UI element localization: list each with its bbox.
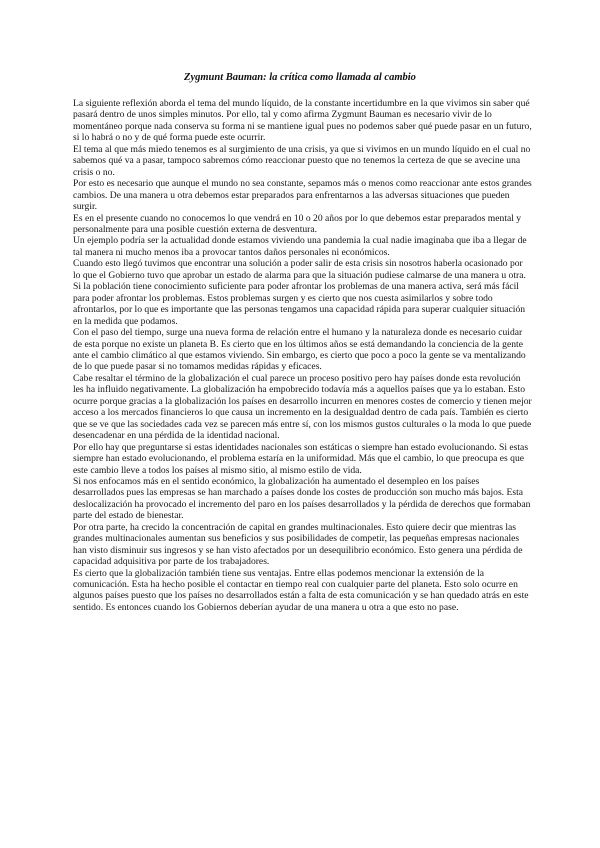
paragraph: Es en el presente cuando no conocemos lo que vendrá en 10 o 20 años por lo que debemos estar preparados mental y personalmente para una posible cuestión externa de desventura. — [73, 212, 522, 235]
paragraph: Un ejemplo podría ser la actualidad donde estamos viviendo una pandemia la cual nadie imaginaba que iba a llegar de tal manera ni mucho menos iba a provocar tantos daños personales ni económicos. — [73, 235, 527, 258]
paragraph: El tema al que más miedo tenemos es al surgimiento de una crisis, ya que si vivimos en un mundo líquido en el cual no sabemos qué va a pasar, tampoco sabremos cómo reaccionar puesto que no tenemos la certeza de que se avecine una crisis o no. — [73, 143, 531, 178]
document-body — [73, 98, 532, 613]
paragraph: Si la población tiene conocimiento suficiente para poder afrontar los problemas de una manera activa, será más fácil para poder afrontar los problemas. Estos problemas surgen y es cierto que nos cuesta asimilarlos y sobre todo afrontarlos, por lo que es importante que las personas tengamos una capacidad rápida para superar cualquier situación en la medida que podamos. — [73, 281, 526, 327]
paragraph: Cuando esto llegó tuvimos que encontrar una solución a poder salir de esta crisis sin nosotros haberla ocasionado por lo que el Gobierno tuvo que aprobar un estado de alarma para que la situación pudiese calmarse de una manera u otra. — [73, 258, 526, 281]
paragraph: Por ello hay que preguntarse si estas identidades nacionales son estáticas o siempre han estado evolucionando. Si estas siempre han estado evolucionando, el problema estaría en la uniformidad. Más que el cambio, lo que preocupa es que este cambio lleve a todos los países al mismo sitio, al mismo estilo de vida. — [73, 441, 529, 476]
paragraph: Si nos enfocamos más en el sentido económico, la globalización ha aumentado el desempleo en los países desarrollados pues las empresas se han marchado a países donde los costes de producción son mucho más bajos. Esta deslocalización ha provocado el incremento del paro en los países desarrollados y la pérdida de derechos que formaban parte del estado de bienestar. — [73, 475, 531, 522]
paragraph: Con el paso del tiempo, surge una nueva forma de relación entre el humano y la naturaleza donde es necesario cuidar de esta porque no existe un planeta B. Es cierto que en los últimos años se está demandando la conciencia de la gente ante el cambio climático al que estamos viviendo. Sin embargo, es cierto que poco a poco la gente se va mentalizando de lo que puede pasar si no tomamos medidas rápidas y eficaces. — [73, 327, 526, 373]
paragraph: Por esto es necesario que aunque el mundo no sea constante, sepamos más o menos como reaccionar ante estos grandes cambios. De una manera u otra debemos estar preparados para enfrentarnos a las adversas situaciones que pueden surgir. — [73, 178, 532, 213]
paragraph: Cabe resaltar el término de la globalización el cual parece un proceso positivo pero hay países donde esta revolución les ha influido negativamente. La globalización ha empobrecido todavía más a aquellos países que ya lo estaban. Esto ocurre porque gracias a la globalización los países en desarrollo incurren en menores costes de comercio y tienen mejor acceso a los mercados financieros lo que causa un incremento en la desigualdad dentro de cada país. También es cierto que se ve que las sociedades cada vez se parecen más entre sí, con los mismos gustos culturales o la moda lo que puede desencadenar en una pérdida de la identidad nacional. — [73, 372, 532, 442]
paragraph: La siguiente reflexión aborda el tema del mundo líquido, de la constante incertidumbre en la que vivimos sin saber qué pasará dentro de unos simples minutos. Por ello, tal y como afirma Zygmunt Bauman es necesario vivir de lo momentáneo porque nada conserva su forma ni se mantiene igual pues no podemos saber qué puede pasar en un futuro, si lo habrá o no y de qué forma puede este ocurrir. — [73, 98, 532, 144]
document-title: Zygmunt Bauman: la crítica como llamada al cambio — [184, 72, 416, 83]
paragraph: Por otra parte, ha crecido la concentración de capital en grandes multinacionales. Esto quiere decir que mientras las grandes multinacionales aumentan sus beneficios y sus posibilidades de competir, las pequeñas empresas nacionales han visto disminuir sus ingresos y se han visto afectados por un desequilibrio económico. Esto genera una pérdida de capacidad adquisitiva por parte de los trabajadores. — [73, 521, 523, 568]
paragraph: Es cierto que la globalización también tiene sus ventajas. Entre ellas podemos mencionar la extensión de la comunicación. Esta ha hecho posible el contactar en tiempo real con cualquier parte del planeta. Esto solo ocurre en algunos países puesto que los países no desarrollados están a falta de esta comunicación y se han quedado atrás en este sentido. Es entonces cuando los Gobiernos deberían ayudar de una manera u otra a que esto no pase. — [73, 567, 529, 613]
